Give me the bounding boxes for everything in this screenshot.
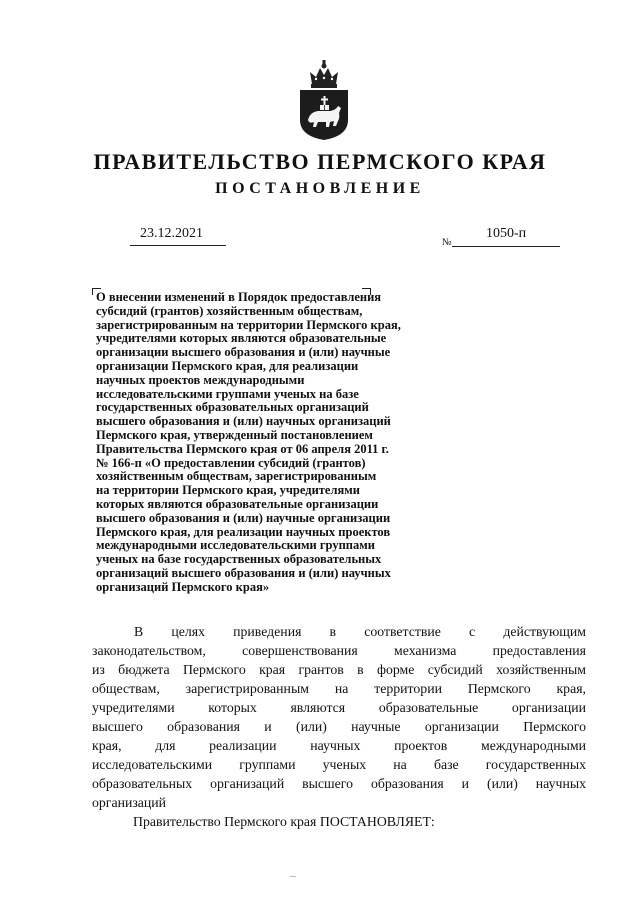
body-line: В целях приведения в соответствие с действующим	[134, 624, 586, 639]
subject-line: высшего образования и (или) научных организаций	[96, 414, 391, 429]
body-line: из бюджета Пермского края грантов в форме субсидий хозяйственным	[92, 662, 586, 677]
subject-line: Пермского края, для реализации научных проектов	[96, 524, 391, 539]
subject-line: субсидий (грантов) хозяйственным обществам,	[96, 303, 363, 318]
body-line: законодательством, совершенствования механизма предоставления	[92, 643, 586, 658]
subject-line: исследовательскими группами ученых на базе	[96, 386, 359, 401]
subject-line: международными исследовательскими группами	[96, 538, 375, 553]
body-line: края, для реализации научных проектов международными	[92, 738, 586, 753]
subject-line: государственных образовательных организаций	[96, 400, 369, 415]
subject-line: высшего образования и (или) научные организации	[96, 510, 391, 525]
subject-line: организаций Пермского края»	[96, 579, 270, 594]
perm-krai-coat-of-arms-icon	[296, 58, 352, 142]
subject-line: научных проектов международными	[96, 372, 305, 387]
subject-line: организации Пермского края, для реализации	[96, 358, 359, 373]
subject-line: организаций высшего образования и (или) научных	[96, 565, 391, 580]
subject-line: Правительства Пермского края от 06 апреля 2011 г.	[96, 441, 389, 456]
government-title: ПРАВИТЕЛЬСТВО ПЕРМСКОГО КРАЯ	[93, 149, 547, 174]
resolution-statement: Правительство Пермского края ПОСТАНОВЛЯЕТ:	[133, 814, 435, 829]
subject-line: которых являются образовательные организации	[96, 496, 379, 511]
body-line: организаций	[92, 795, 167, 810]
body-line: образовательных организаций высшего образования и (или) научных	[92, 776, 586, 791]
subject-line: зарегистрированным на территории Пермского края,	[96, 317, 401, 332]
subject-line: ученых на базе государственных образовательных	[96, 552, 382, 567]
subject-line: хозяйственным обществам, зарегистрированным	[96, 469, 377, 484]
number-sign: №	[442, 237, 452, 248]
subject-heading	[96, 291, 476, 595]
scan-mark	[290, 876, 296, 877]
subject-line: на территории Пермского края, учредителями	[96, 483, 360, 498]
subject-line: О внесении изменений в Порядок предоставления	[96, 290, 382, 304]
subject-line: учредителями которых являются образовательные	[96, 331, 387, 346]
body-line: высшего образования и (или) научные организации Пермского	[92, 719, 586, 734]
document-number: 1050-п	[486, 226, 527, 241]
date-underline	[130, 245, 226, 246]
subject-line: организации высшего образования и (или) научные	[96, 345, 391, 360]
subject-line: № 166-п «О предоставлении субсидий (грантов)	[96, 455, 366, 470]
subject-line: Пермского края, утвержденный постановлением	[96, 427, 373, 442]
document-date: 23.12.2021	[140, 226, 203, 241]
number-underline	[452, 246, 560, 247]
document-type: ПОСТАНОВЛЕНИЕ	[215, 180, 425, 197]
body-line: исследовательскими группами ученых на базе государственных	[92, 757, 586, 772]
body-line: обществам, зарегистрированным на территории Пермского края,	[92, 681, 586, 696]
body-line: учредителями которых являются образовательные организации	[92, 700, 586, 715]
preamble-paragraph	[92, 622, 586, 812]
